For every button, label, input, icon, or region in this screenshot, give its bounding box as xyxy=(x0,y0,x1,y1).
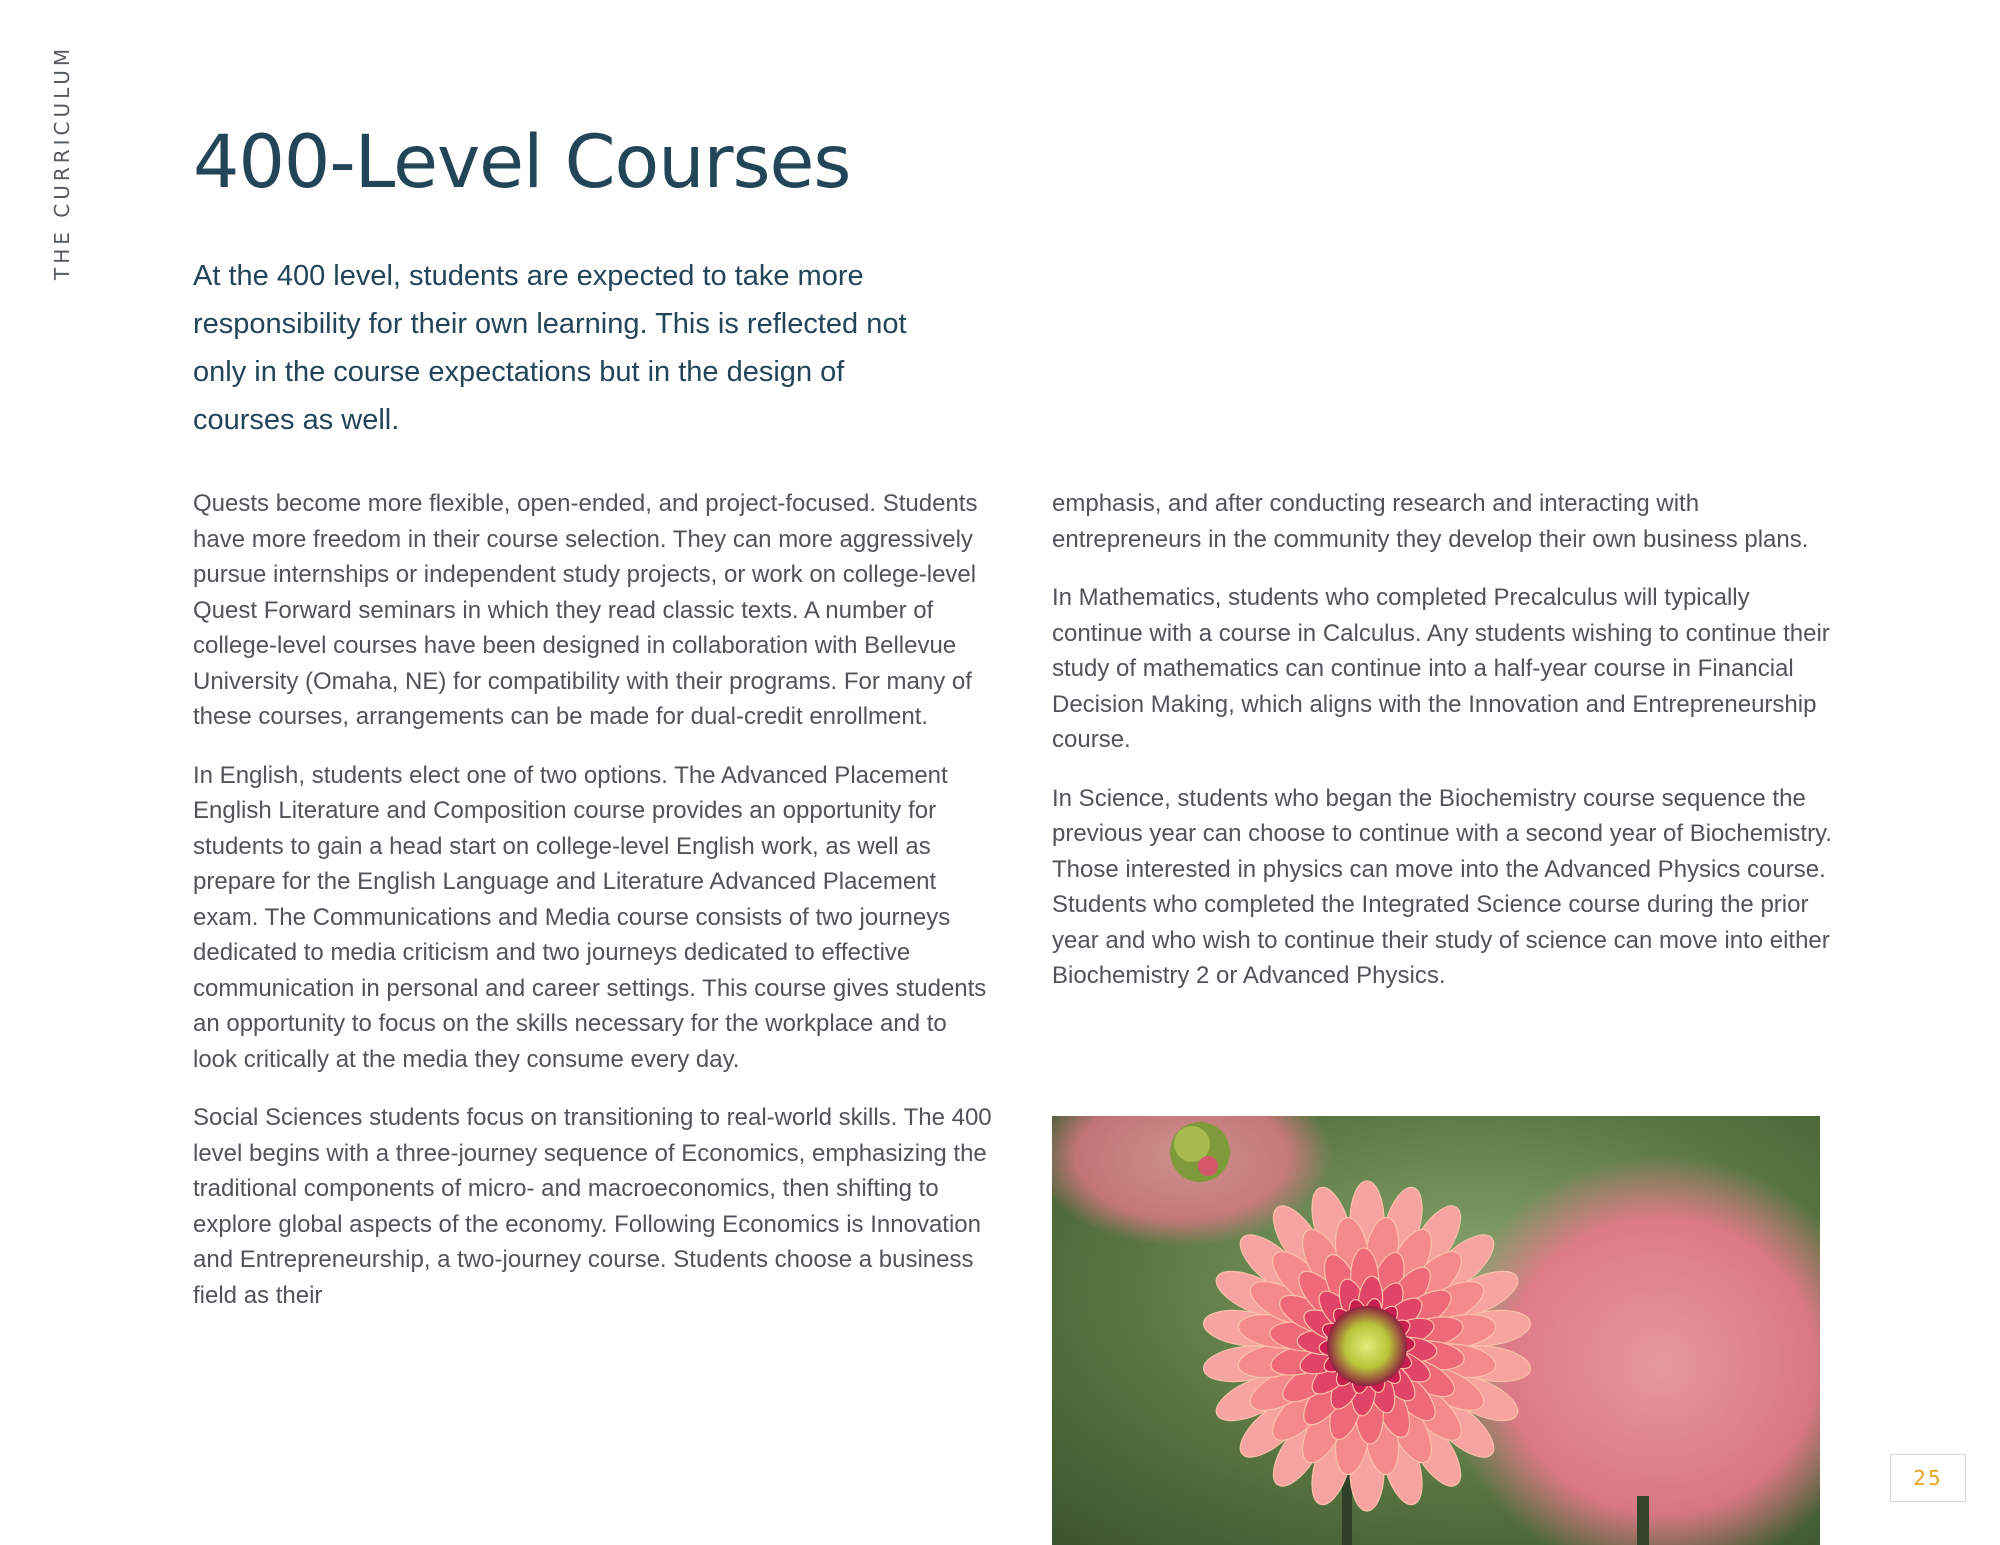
body-paragraph-social-sciences: Social Sciences students focus on transitioning to real-world skills. The 400 level begins with a three-journey sequence of Economics, emphasizing the traditional components of micro- and macroeconomics, then shifting to explore global aspects of the economy. Following Economics is Innovation and Entrepreneurship, a two-journey course. Students choose a business field as their xyxy=(193,1104,992,1309)
body-paragraph-quests: Quests become more flexible, open-ended, and project-focused. Students have more freedom in their course selection. They can more aggressively pursue internships or independent study projects, or work on college-level Quest Forward seminars in which they read classic texts. A number of college-level courses have been designed in collaboration with Bellevue University (Omaha, NE) for compatibility with their programs. For many of these courses, arrangements can be made for dual-credit enrollment. xyxy=(193,490,978,730)
flower-illustration xyxy=(1052,1116,1820,1545)
dahlia-flower-photo xyxy=(1052,1116,1820,1545)
page-number: 25 xyxy=(1890,1454,1966,1502)
section-side-label: THE CURRICULUM xyxy=(50,44,74,280)
body-paragraph-science: In Science, students who began the Biochemistry course sequence the previous year can choose to continue with a second year of Biochemistry. Those interested in physics can move into the Advanced Physics course. Students who completed the Integrated Science course during the prior year and who wish to continue their study of science can move into either Biochemistry 2 or Advanced Physics. xyxy=(1052,784,1832,989)
page-title: 400-Level Courses xyxy=(193,120,851,205)
bud-icon xyxy=(1170,1122,1230,1182)
intro-paragraph: At the 400 level, students are expected to take more responsibility for their own learning. This is reflected not only in the course expectations but in the design of courses as well. xyxy=(193,260,907,436)
body-paragraph-mathematics: In Mathematics, students who completed Precalculus will typically continue with a course in Calculus. Any students wishing to continue their study of mathematics can continue into a half-year course in Financial Decision Making, which aligns with the Innovation and Entrepreneurship course. xyxy=(1052,584,1830,753)
left-column xyxy=(193,486,993,1336)
body-paragraph-continued: emphasis, and after conducting research and interacting with entrepreneurs in the community they develop their own business plans. xyxy=(1052,490,1809,553)
right-column xyxy=(1052,486,1832,1017)
body-paragraph-english: In English, students elect one of two options. The Advanced Placement English Literature and Composition course provides an opportunity for students to gain a head start on college-level English work, as well as prepare for the English Language and Literature Advanced Placement exam. The Communications and Media course consists of two journeys dedicated to media criticism and two journeys dedicated to effective communication in personal and career settings. This course gives students an opportunity to focus on the skills necessary for the workplace and to look critically at the media they consume every day. xyxy=(193,761,987,1073)
